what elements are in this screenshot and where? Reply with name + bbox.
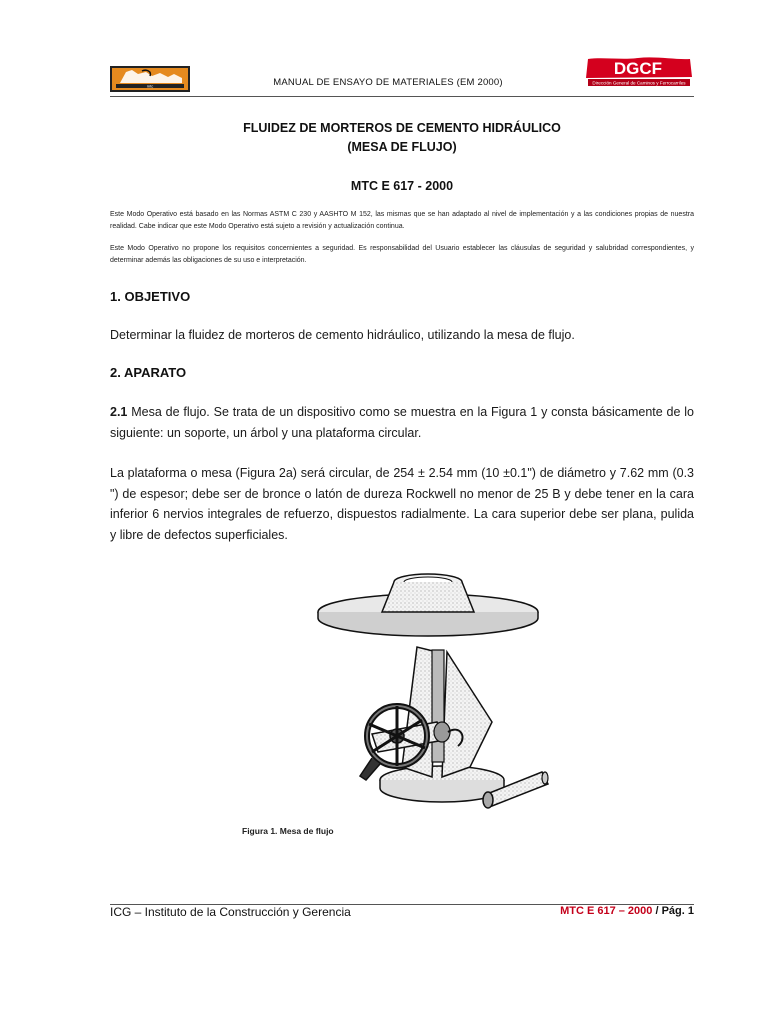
paragraph-2-2: La plataforma o mesa (Figura 2a) será circular, de 254 ± 2.54 mm (10 ±0.1") de diámetro y 7.62 mm (0.3 ") de espesor; debe ser de bronce o latón de dureza Rockwell no menor de 25 B y debe tener en la cara inferior 6 nervios integrales de refuerzo, dispuestos radialmente. La cara superior debe ser plana, pulida y libre de defectos superficiales.: [110, 466, 694, 542]
section-heading-aparato: 2. APARATO: [110, 365, 187, 380]
dgcf-logo: [582, 57, 694, 91]
intro-paragraph-1: Este Modo Operativo está basado en las Normas ASTM C 230 y AASHTO M 152, las mismas que se han adaptado al nivel de implementación y a las condiciones propias de nuestra realidad. Cabe indicar que este Modo Operativo está sujeto a revisión y actualización continua.: [110, 211, 694, 230]
document-code: MTC E 617 - 2000: [350, 179, 454, 193]
footer-document-code: MTC E 617 – 2000: [560, 905, 653, 917]
dgcf-logo-text: DGCF: [613, 59, 663, 78]
mtc-logo: [110, 66, 190, 92]
footer-page-number: / Pág. 1: [652, 905, 694, 917]
document-subtitle: (MESA DE FLUJO): [347, 140, 457, 154]
section-objetivo-text: Determinar la fluidez de morteros de cemento hidráulico, utilizando la mesa de flujo.: [110, 328, 575, 342]
figure-caption: Figura 1. Mesa de flujo: [242, 826, 334, 836]
mtc-logo-text: mtc: [146, 83, 154, 89]
footer-institute: ICG – Instituto de la Construcción y Gerencia: [110, 905, 351, 919]
header-divider: [110, 96, 694, 97]
document-title: FLUIDEZ DE MORTEROS DE CEMENTO HIDRÁULICO: [243, 121, 561, 135]
paragraph-number: 2.1: [110, 405, 128, 419]
paragraph-2-1-text: Mesa de flujo. Se trata de un dispositivo como se muestra en la Figura 1 y consta básicamente de lo siguiente: un soporte, un árbol y una plataforma circular.: [110, 405, 694, 440]
figure-flow-table: [232, 562, 575, 849]
paragraph-2-1: [110, 402, 694, 443]
section-heading-objetivo: 1. OBJETIVO: [110, 289, 191, 304]
dgcf-logo-subtitle: Dirección General de Caminos y Ferrocarriles: [592, 80, 686, 86]
intro-paragraph-2: Este Modo Operativo no propone los requisitos concernientes a seguridad. Es responsabilidad del Usuario establecer las cláusulas de seguridad y salubridad correspondientes, y determinar además las obligaciones de su uso e interpretación.: [110, 245, 694, 264]
flow-table-illustration: [232, 562, 575, 849]
footer-page-info: [560, 905, 694, 917]
header-title: MANUAL DE ENSAYO DE MATERIALES (EM 2000): [273, 77, 503, 88]
